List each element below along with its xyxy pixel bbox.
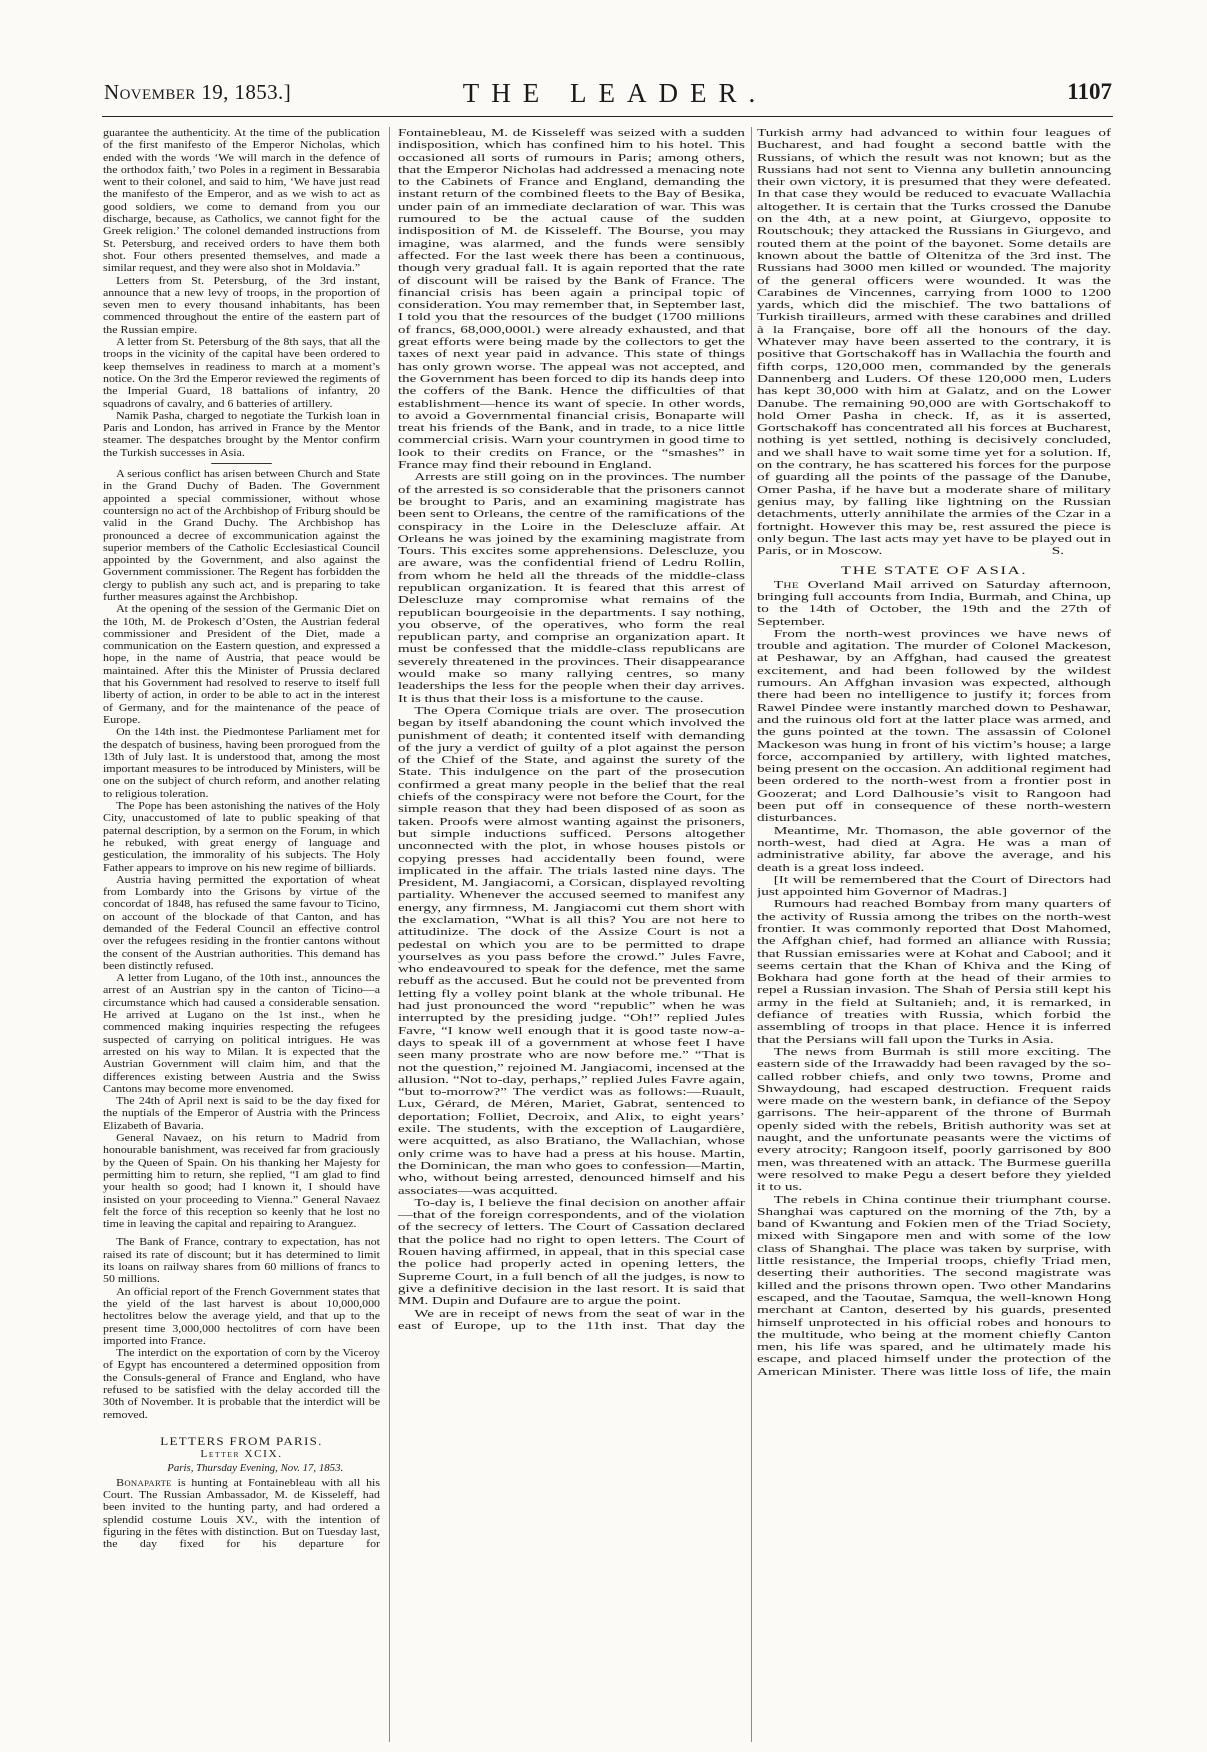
article-paragraph: We are in receipt of news from the seat of war in the east of Europe, up to the 11th inst. That day the: [398, 1307, 745, 1332]
paragraph-text: Turkish army had advanced to within four leagues of Bucharest, and had fought a second battle with the Russians, of which the result was not known; but as the Russians had not sent to Vienna any bulletin announcing their own victory, it is presumed that they were defeated. In that case they would be reduced to evacuate Wallachia altogether. It is certain that the Turks crossed the Danube on the 4th, at a new point, at Giurgevo, opposite to Routschouk; they attacked the Russians in Giurgevo, and routed them at the point of the bayonet. Some details are known about the battle of Oltenitza of the 3rd inst. The Russians had 3000 men killed or wounded. The majority of the general officers were wounded. It was the Carabines de Vincennes, carrying from 1000 to 1200 yards, which did the mischief. The two battalions of Turkish tirailleurs, armed with these carabines and drilled à la Française, bore off all the honours of the day. Whatever may have been asserted to the contrary, it is positive that Gortschakoff has in Wallachia the fourth and fifth corps, 120,000 men, commanded by the generals Dannenberg and Luders. Of these 120,000 men, Luders has kept 30,000 with him at Galatz, and on the Lower Danube. The remaining 90,000 are with Gortschakoff to hold Omer Pasha in check. If, as it is asserted, Gortschakoff has concentrated all his forces at Bucharest, nothing is yet settled, nothing is decisively concluded, and we shall have to wait some time yet for a solution. If, on the contrary, he has scattered his forces for the purpose of guarding all the points of the passage of the Danube, Omer Pasha, if he have but a moderate share of military genius may, by falling like lightning on the Russian detachments, utterly annihilate the armies of the Czar in a fortnight. However this may be, rest assured the piece is only begun. The last acts may yet have to be played out in Paris, or in Moscow.: [757, 127, 1112, 558]
article-paragraph: A letter from Lugano, of the 10th inst., announces the arrest of an Austrian spy in the canton of Ticino—a circumstance which had caused a considerable sensation. He arrived at Lugano on the 1st inst., when he commenced making inquiries respecting the refugees suspected of carrying on political intrigues. He was arrested on his way to Milan. It is expected that the Austrian Government will claim him, and that the differences existing between Austria and the Swiss Cantons may become more envenomed.: [103, 972, 380, 1095]
author-signature: S.: [1051, 545, 1065, 558]
section-divider: [211, 463, 272, 464]
masthead-title: THE LEADER.: [462, 78, 768, 108]
article-paragraph: An official report of the French Government states that the yield of the last harvest is about 10,000,000 hectolitres below the average yield, and that up to the present time 3,000,000 hectolitres of corn have been imported into France.: [103, 1285, 380, 1347]
article-paragraph: From the north-west provinces we have news of trouble and agitation. The murder of Colonel Mackeson, at Peshawar, by an Affghan, had caused the greatest excitement, and had been followed by the wildest rumours. An Affghan invasion was expected, although there had been no intelligence to justify it; forces from Rawel Pindee were instantly marched down to Peshawar, and the ruinous old fort at the latter place was armed, and the guns pointed at the town. The assassin of Colonel Mackeson was hung in front of his victim’s house; a large force, accompanied by artillery, with lighted matches, being present on the occasion. An additional regiment had been ordered to the north-west from a frontier post in Goozerat; and Lord Dalhousie’s visit to Rangoon had been put off in consequence of these north-western disturbances.: [757, 627, 1112, 825]
column-2: [398, 127, 746, 1742]
article-paragraph: Austria having permitted the exportation of wheat from Lombardy into the Grisons by virtue of the concordat of 1848, has refused the same favour to Ticino, on account of the blockade of that Canton, and has demanded of the Federal Council an effective control over the refugees residing in the frontier cantons without the consent of the Austrian authorities. This demand has been distinctly refused.: [103, 873, 380, 972]
section-heading: LETTERS FROM PARIS.: [160, 1433, 323, 1448]
article-paragraph: Meantime, Mr. Thomason, the able governor of the north-west, had died at Agra. He was a man of administrative ability, far above the average, and his death is a great loss indeed.: [757, 824, 1112, 874]
article-paragraph: Rumours had reached Bombay from many quarters of the activity of Russia among the tribes on the north-west frontier. It was commonly reported that Dost Mahomed, the Affghan chief, had formed an alliance with Russia; that Russian emissaries were at Kohat and Cabool; and it seems certain that the Khan of Khiva and the King of Bokhara had gone forth at the head of their armies to repel a Russian invasion. The Shah of Persia still kept his army in the field at Sultanieh; and, it is remarked, in defiance of treaties with Russia, which forbid the assembling of troops in that place. Hence it is inferred that the Persians will fall upon the Turks in Asia.: [757, 898, 1112, 1046]
section-heading: THE STATE OF ASIA.: [840, 563, 1028, 578]
page-number: 1107: [1067, 79, 1112, 104]
issue-date: November 19, 1853.]: [104, 80, 292, 104]
article-paragraph: A serious conflict has arisen between Church and State in the Grand Duchy of Baden. The Government appointed a special commissioner, without whose countersign no act of the Archbishop of Friburg should be valid in the Grand Duchy. The Archbishop has pronounced a decree of excommunication against the superior members of the Catholic Ecclesiastical Council appointed by the Government, and also against the Government commissioner. The Regent has forbidden the clergy to publish any such act, and is preparing to take further measures against the Archbishop.: [103, 468, 380, 603]
article-paragraph: The Opera Comique trials are over. The prosecution began by itself abandoning the count which involved the punishment of death; it contented itself with demanding of the jury a verdict of guilty of a plot against the person of the Chief of the State, and against the surety of the State. This indulgence on the part of the prosecution confirmed a great many people in the belief that the real chiefs of the conspiracy were not before the Court, for the simple reason that they had been disposed of as soon as taken. Proofs were almost wanting against the prisoners, but simple inductions sufficed. Persons altogether unconnected with the plot, in whose houses pistols or copying presses had accidentally been found, were implicated in the affair. The trials lasted nine days. The President, M. Jangiacomi, a Corsican, displayed revolting partiality. Whenever the accused seemed to manifest any energy, any firmness, M. Jangiacomi cut them short with the exclamation, “What is all this? You are not here to attitudinize. The dock of the Assize Court is not a pedestal on which you are to be permitted to drape yourselves as you pass before the crowd.” Jules Favre, who endeavoured to speak for the defence, met the same rebuff as the accused. But he could not be prevented from letting fly a volley point blank at the whole tribunal. He had just pronounced the word “republic” when he was interrupted by the presiding judge. “Oh!” replied Jules Favre, “I know well enough that it is good taste now-a-days to speak ill of a government at whose feet I have seen many prostrate who are now before me.” “That is not the question,” rejoined M. Jangiacomi, incensed at the allusion. “Not to-day, perhaps,” replied Jules Favre again, “but to-morrow?” The verdict was as follows:—Ruault, Lux, Gérard, de Méren, Mariet, Gabrat, sentenced to deportation; Folliet, Decroix, and Alix, to eight years’ exile. The students, with the exception of Laugardière, were acquitted, as also Bratiano, the Wallachian, whose only crime was to have had a press at his house. Martin, the Dominican, the man who goes to confession—Martin, who, without being arrested, denounced himself and his associates—was acquitted.: [398, 704, 745, 1197]
article-paragraph: [It will be remembered that the Court of Directors had just appointed him Governor of Madras.]: [757, 873, 1112, 899]
column-divider: [751, 127, 752, 1742]
article-paragraph: General Navaez, on his return to Madrid from honourable banishment, was received far from graciously by the Queen of Spain. On his thanking her Majesty for permitting him to return, she replied, “I am glad to find your health so good; had I known it, I should have insisted on your proceeding to Vienna.” General Navaez felt the force of this reception so keenly that he lost no time in leaving the capital and repairing to Aranguez.: [103, 1132, 380, 1231]
article-paragraph: guarantee the authenticity. At the time of the publication of the first manifesto of the Emperor Nicholas, which ended with the words ‘We will march in the defence of the orthodox faith,’ two Poles in a regiment in Bessarabia went to their colonel, and said to him, ‘We have just read the manifesto of the Emperor, and as we wish to act as good soldiers, we come to demand from you our discharge, because, as Catholics, we cannot fight for the Greek religion.’ The colonel demanded instructions from St. Petersburg, and received orders to have them both shot. Four others presented themselves, and made a similar request, and they were also shot in Moldavia.”: [103, 127, 380, 275]
article-paragraph: Namik Pasha, charged to negotiate the Turkish loan in Paris and London, has arrived in France by the Mentor steamer. The despatches brought by the Mentor confirm the Turkish successes in Asia.: [103, 409, 380, 459]
article-paragraph: The 24th of April next is said to be the day fixed for the nuptials of the Emperor of Austria with the Princess Elizabeth of Bavaria.: [103, 1095, 380, 1132]
article-paragraph: On the 14th inst. the Piedmontese Parliament met for the despatch of business, having been prorogued from the 13th of July last. It is understood that, among the most important measures to be introduced by Ministers, will be one on the subject of church reform, and another relating to religious toleration.: [103, 726, 380, 800]
article-paragraph: Letters from St. Petersburg, of the 3rd instant, announce that a new levy of troops, in the proportion of seven men to every thousand inhabitants, has been commenced throughout the entire of the eastern part of the Russian empire.: [103, 274, 380, 336]
lead-word: Bonaparte: [116, 1476, 172, 1489]
article-paragraph: The news from Burmah is still more exciting. The eastern side of the Irrawaddy had been ravaged by the so-called robber chiefs, and only two towns, Prome and Shwaydoung, had escaped destruction. Frequent raids were made on the western bank, in defiance of the Sepoy garrisons. The heir-apparent of the throne of Burmah openly sided with the rebels, British authority was set at naught, and the unfortunate peasants were the victims of every atrocity; Rangoon itself, poorly garrisoned by 800 men, was threatened with an attack. The Burmese guerilla were resolved to make Pegu a desert before they yielded it to us.: [757, 1045, 1112, 1194]
article-paragraph: Fontainebleau, M. de Kisseleff was seized with a sudden indisposition, which has confined him to his hotel. This occasioned all sorts of rumours in Paris; among others, that the Emperor Nicholas had addressed a menacing note to the Cabinets of France and England, demanding the instant return of the combined fleets to the Bay of Besika, under pain of an immediate declaration of war. This was rumoured to be the actual cause of the sudden indisposition of M. de Kisseleff. The Bourse, you may imagine, was alarmed, and the funds were sensibly affected. For the last week there has been a continuous, though very gradual fall. It is again reported that the rate of discount will be raised by the Bank of France. The financial crisis has been again a principal topic of consideration. You may remember that, in September last, I told you that the resources of the budget (1700 millions of francs, 68,000,000l.) were already exhausted, and that great efforts were being made by the collectors to get the taxes of next year paid in advance. This state of things has only grown worse. The appeal was not accepted, and the Government has been forced to dip its hands deep into the coffers of the Bank. Hence the difficulties of that establishment—hence its want of specie. In other words, to avoid a Governmental financial crisis, Bonaparte will treat his friends of the Bank, and in trade, to a nice little commercial crisis. Warn your countrymen in good time to look to their credits on France, or the “smashes” in France may find their rebound in England.: [398, 127, 745, 472]
paragraph-text: is hunting at Fontainebleau with all his Court. The Russian Ambassador, M. de Kisseleff, had been invited to the hunting party, and had ordered a splendid costume Louis XV., with the intention of figuring in the fêtes with distinction. But on Tuesday last, the day fixed for his departure for: [103, 1476, 380, 1551]
article-paragraph: [757, 579, 1111, 628]
paragraph-text: Overland Mail arrived on Saturday afternoon, bringing full accounts from India, Burmah, and China, up to the 14th of October, the 19th and the 27th of September.: [757, 578, 1112, 628]
article-paragraph: The Pope has been astonishing the natives of the Holy City, unaccustomed of late to public speaking of that paternal description, by a sermon on the Forum, in which he rebuked, with great energy of language and gesticulation, the immorality of his subjects. The Holy Father appears to improve on his new regime of billiards.: [103, 800, 380, 874]
article-paragraph: The Bank of France, contrary to expectation, has not raised its rate of discount; but it has determined to limit its loans on railway shares from 60 millions of francs to 50 millions.: [103, 1236, 380, 1286]
article-paragraph: The interdict on the exportation of corn by the Viceroy of Egypt has encountered a determined opposition from the Consuls-general of France and England, who have refused to be satisfied with the delay accorded till the 30th of November. It is probable that the interdict will be removed.: [103, 1347, 380, 1421]
column-1: [103, 127, 381, 1742]
article-paragraph: Arrests are still going on in the provinces. The number of the arrested is so considerable that the prisoners cannot be brought to Paris, and an examining magistrate has been sent to Orleans, the centre of the ramifications of the conspiracy in the Loire in the Delescluze affair. At Orleans he was joined by the examining magistrate from Tours. This excites some apprehensions. Delescluze, you are aware, was the confidential friend of Ledru Rollin, from whom he held all the threads of the middle-class republican organization. It is feared that this arrest of Delescluze may compromise what remains of the republican bourgeoisie in the departments. I say nothing, you observe, of the operatives, who form the real republican party, and comprise an organization apart. It must be confessed that the middle-class republicans are severely threatened in the provinces. Their disappearance would make so many rallying centres, so many leaderships the less for the people when their day arrives. It is thus that their loss is a misfortune to the cause.: [398, 471, 745, 705]
header-rule: [102, 116, 1113, 117]
column-divider: [389, 127, 390, 1742]
article-paragraph: To-day is, I believe the final decision on another affair—that of the foreign correspondents, and of the violation of the secrecy of letters. The Court of Cassation declared that the police had no right to open letters. The Court of Rouen having affirmed, in appeal, that in this special case the police had properly acted in opening letters, the Supreme Court, in a full bench of all the judges, is now to give a definitive decision in the last resort. It is said that MM. Dupin and Dufaure are to argue the point.: [398, 1196, 745, 1308]
article-paragraph: At the opening of the session of the Germanic Diet on the 10th, M. de Prokesch d’Osten, the Austrian federal commissioner and President of the Diet, made a communication on the Eastern question, and expressed a hope, in the name of Austria, that peace would be maintained. After this the Minister of Prussia declared that his Government had resolved to reserve to itself full liberty of action, in order to be able to act in the interest of Germany, and for the maintenance of the peace of Europe.: [103, 603, 380, 726]
lead-word: The: [773, 578, 800, 591]
article-paragraph: [103, 1477, 380, 1551]
column-3: [757, 127, 1112, 1742]
article-paragraph: A letter from St. Petersburg of the 8th says, that all the troops in the vicinity of the capital have been ordered to keep themselves in readiness to march at a moment’s notice. On the 3rd the Emperor reviewed the regiments of the Imperial Guard, 18 battalions of infantry, 20 squadrons of cavalry, and 6 batteries of artillery.: [103, 336, 380, 410]
dateline: Paris, Thursday Evening, Nov. 17, 1853.: [167, 1463, 344, 1475]
article-paragraph: The rebels in China continue their triumphant course. Shanghai was captured on the morning of the 7th, by a band of Kwantung and Fokien men of the Triad Society, mixed with Singapore men and with some of the low class of Shanghai. The place was taken by surprise, with little resistance, the Imperial troops, chiefly Triad men, deserting their authorities. The second magistrate was killed and the prisons thrown open. Two other Mandarins escaped, and the Taoutae, Samqua, the well-known Hong merchant at Canton, deserted by his guards, presented himself unprotected in his official robes and honours to the multitude, who being at the moment chiefly Canton men, his life was spared, and he ultimately made his escape, and placed himself under the protection of the American Minister. There was little loss of life, the main: [757, 1193, 1112, 1378]
letter-number: Letter XCIX.: [200, 1449, 283, 1461]
article-paragraph: [757, 127, 1111, 557]
